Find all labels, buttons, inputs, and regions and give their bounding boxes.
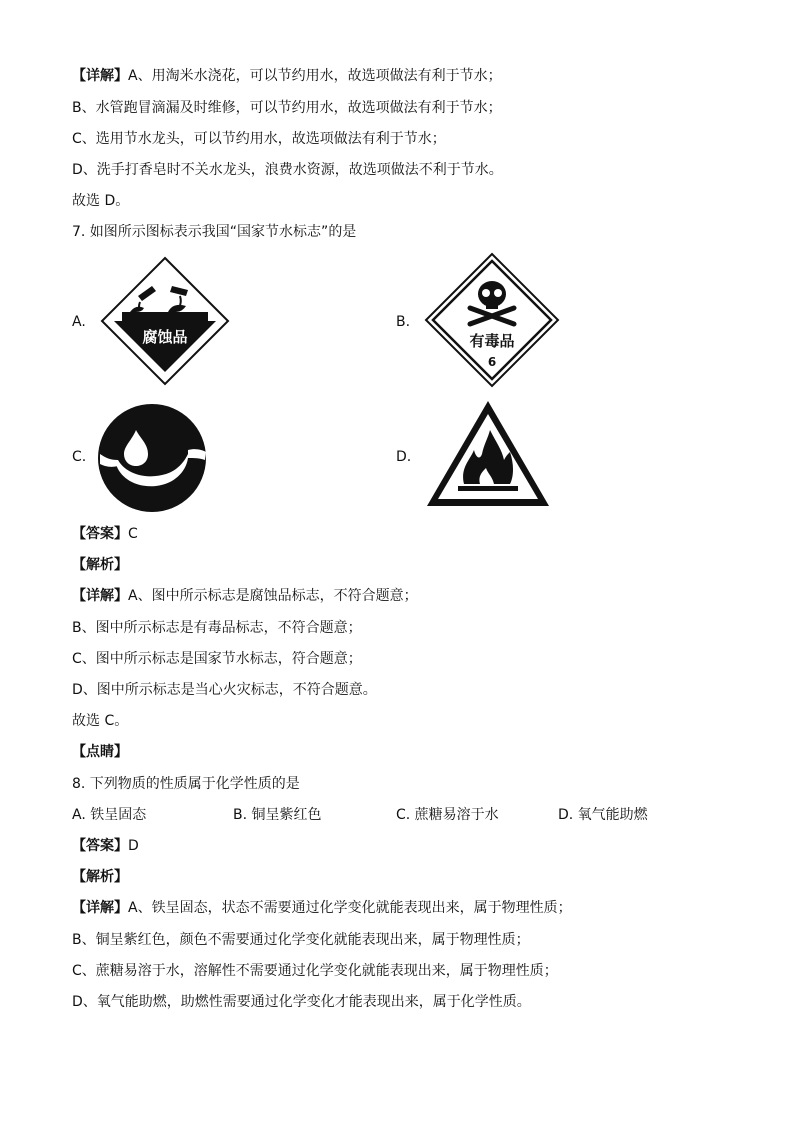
- q8-detail-line-a: 【详解】A、铁呈固态，状态不需要通过化学变化就能表现出来，属于物理性质；: [72, 900, 572, 916]
- q7-detail-line-b: B、图中所示标志是有毒品标志，不符合题意；: [72, 620, 362, 636]
- q7-analysis-tag: 【解析】: [72, 557, 128, 573]
- q6-detail-line-a: 【详解】A、用淘米水浇花，可以节约用水，故选项做法有利于节水；: [72, 68, 502, 84]
- q7-conclusion: 故选 C。: [72, 713, 129, 729]
- q8-choice-c[interactable]: C. 蔗糖易溶于水: [396, 807, 499, 823]
- q8-choice-a[interactable]: A. 铁呈固态: [72, 807, 147, 823]
- q6-detail-line-d: D、洗手打香皂时不关水龙头，浪费水资源，故选项做法不利于节水。: [72, 162, 503, 178]
- toxic-sign-class: 6: [487, 355, 497, 369]
- q7-option-c-label[interactable]: C.: [72, 449, 87, 465]
- q7-option-b-label[interactable]: B.: [396, 314, 411, 330]
- q7-detail-line-a: 【详解】A、图中所示标志是腐蚀品标志，不符合题意；: [72, 588, 418, 604]
- q8-choice-d[interactable]: D. 氧气能助燃: [558, 807, 648, 823]
- corrosive-sign-text: 腐蚀品: [142, 328, 188, 346]
- q8-choice-b[interactable]: B. 铜呈紫红色: [233, 807, 322, 823]
- q7-detail-line-d: D、图中所示标志是当心火灾标志，不符合题意。: [72, 682, 377, 698]
- q6-detail-line-c: C、选用节水龙头，可以节约用水，故选项做法有利于节水；: [72, 131, 446, 147]
- detail-tag: 【详解】: [72, 68, 128, 84]
- q8-analysis-tag: 【解析】: [72, 869, 128, 885]
- q8-answer: 【答案】D: [72, 838, 139, 854]
- q7-comment-tag: 【点睛】: [72, 744, 128, 760]
- q7-answer: 【答案】C: [72, 526, 138, 542]
- toxic-sign-icon: [424, 252, 560, 388]
- q8-detail-line-b: B、铜呈紫红色，颜色不需要通过化学变化就能表现出来，属于物理性质；: [72, 932, 530, 948]
- q8-detail-line-d: D、氧气能助燃，助燃性需要通过化学变化才能表现出来，属于化学性质。: [72, 994, 531, 1010]
- q7-option-a-label[interactable]: A.: [72, 314, 86, 330]
- q6-detail-line-b: B、水管跑冒滴漏及时维修，可以节约用水，故选项做法有利于节水；: [72, 100, 502, 116]
- q8-stem: 8. 下列物质的性质属于化学性质的是: [72, 776, 300, 792]
- water-saving-sign-icon: [96, 402, 208, 514]
- q7-option-d-label[interactable]: D.: [396, 449, 412, 465]
- q6-conclusion: 故选 D。: [72, 193, 130, 209]
- corrosive-sign-icon: [100, 256, 230, 386]
- fire-warning-sign-icon: [424, 398, 552, 510]
- q7-stem: 7. 如图所示图标表示我国“国家节水标志”的是: [72, 224, 357, 240]
- q7-detail-line-c: C、图中所示标志是国家节水标志，符合题意；: [72, 651, 362, 667]
- q8-detail-line-c: C、蔗糖易溶于水，溶解性不需要通过化学变化就能表现出来，属于物理性质；: [72, 963, 558, 979]
- toxic-sign-text: 有毒品: [469, 332, 515, 350]
